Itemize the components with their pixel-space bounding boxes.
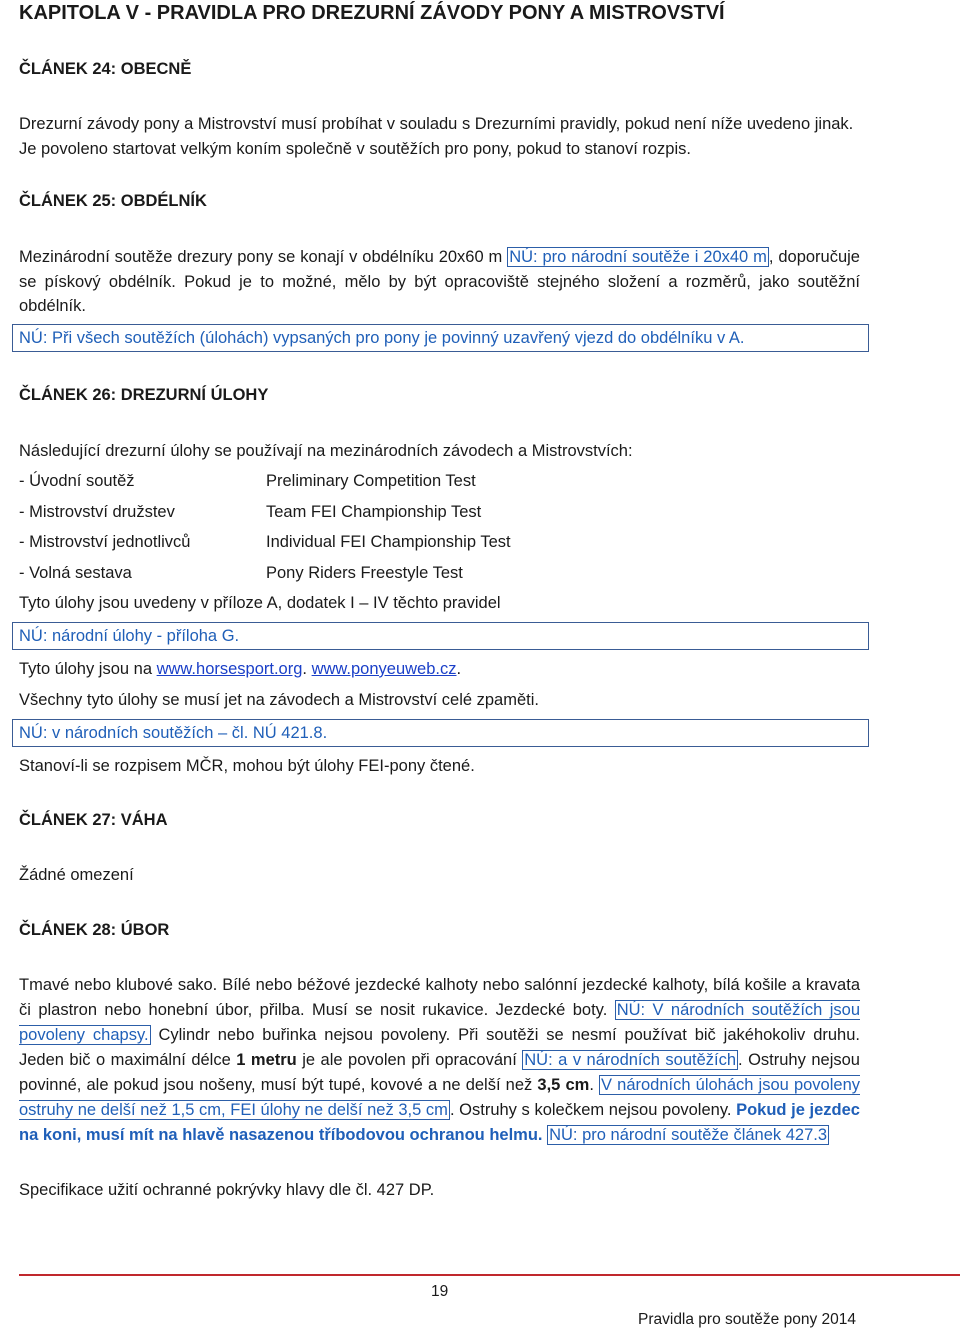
article-24-heading: ČLÁNEK 24: OBECNĚ — [19, 60, 192, 78]
test-en-3: Individual FEI Championship Test — [266, 533, 511, 551]
article-26-nu-text-2: NÚ: v národních soutěžích – čl. NÚ 421.8. — [19, 724, 328, 742]
article-25-text-a: Mezinárodní soutěže drezury pony se konají v obdélníku 20x60 m — [19, 248, 503, 266]
article-28-text-4: . Ostruhy nejsou povinné, ale pokud jsou nošeny, musí být tupé, kovové a ne delší než — [19, 1051, 860, 1094]
article-27-text: Žádné omezení — [19, 866, 134, 884]
article-25-nu-text: NÚ: Při všech soutěžích (úlohách) vypsaných pro pony je povinný uzavřený vjezd do obdélníku v A. — [19, 329, 745, 347]
annex-note: Tyto úlohy jsou uvedeny v příloze A, dodatek I – IV těchto pravidel — [19, 594, 501, 612]
article-28-text-2: Cylindr nebo buřinka nejsou povoleny. Při soutěži se nesmí používat bič jakéhokoliv druhu. Jeden bič o maximální délce — [19, 1026, 860, 1069]
footer-rule — [19, 1274, 960, 1276]
horsesport-link[interactable]: www.horsesport.org — [156, 660, 303, 678]
article-26-heading: ČLÁNEK 26: DREZURNÍ ÚLOHY — [19, 386, 269, 404]
article-28-paragraph — [19, 973, 860, 1148]
page-number: 19 — [431, 1283, 449, 1300]
ponyeuweb-link[interactable]: www.ponyeuweb.cz — [311, 660, 457, 678]
article-28-text-5: . — [589, 1076, 594, 1094]
links-line — [19, 658, 461, 680]
article-25-paragraph — [19, 245, 860, 319]
links-separator: . — [302, 660, 312, 678]
footer-document-title: Pravidla pro soutěže pony 2014 — [638, 1311, 857, 1328]
article-28-nu-4: NÚ: pro národní soutěže článek 427.3 — [549, 1126, 828, 1144]
article-25-nu-box — [12, 324, 869, 352]
article-28-nu-1: NÚ: V národních soutěžích jsou povoleny chapsy. — [19, 1001, 860, 1044]
test-en-4: Pony Riders Freestyle Test — [266, 564, 463, 582]
article-28-text-3: je ale povolen při opracování — [302, 1051, 517, 1069]
article-28-nu-3: V národních úlohách jsou povoleny ostruhy ne delší než 1,5 cm, FEI úlohy ne delší než 3,5 cm — [19, 1076, 860, 1119]
test-cz-2: - Mistrovství družstev — [19, 503, 175, 521]
article-25-nu-inline: NÚ: pro národní soutěže i 20x40 m — [509, 248, 767, 266]
test-cz-4: - Volná sestava — [19, 564, 132, 582]
memory-note: Všechny tyto úlohy se musí jet na závodech a Mistrovství celé zpaměti. — [19, 691, 539, 709]
article-25-text-c: Pokud je to možné, mělo by být opracoviště stejného složení a rozměrů, jako soutěžní obdélník. — [19, 272, 861, 315]
chapter-title: KAPITOLA V - PRAVIDLA PRO DREZURNÍ ZÁVODY PONY A MISTROVSTVÍ — [19, 2, 725, 24]
links-prefix: Tyto úlohy jsou na — [19, 660, 157, 678]
article-25-text-b: , doporučuje se pískový obdélník. — [19, 248, 860, 291]
whip-length: 1 metru — [236, 1051, 297, 1069]
helmet-spec: Specifikace užití ochranné pokrývky hlavy dle čl. 427 DP. — [19, 1181, 435, 1199]
test-en-2: Team FEI Championship Test — [266, 503, 482, 521]
spur-length: 3,5 cm — [537, 1076, 590, 1094]
article-28-text-6: . Ostruhy s kolečkem nejsou povoleny. — [449, 1101, 732, 1119]
article-27-heading: ČLÁNEK 27: VÁHA — [19, 811, 168, 829]
article-26-nu-box-1 — [12, 622, 869, 650]
links-suffix: . — [456, 660, 462, 678]
article-28-text-1: Tmavé nebo klubové sako. Bílé nebo béžové jezdecké kalhoty nebo salónní jezdecké kalhoty, bílá košile a kravata či plastron nebo honební úbor, přilba. Musí se nosit rukavice. Jezdecké boty. — [19, 976, 860, 1019]
read-note: Stanoví-li se rozpisem MČR, mohou být úlohy FEI-pony čtené. — [19, 757, 475, 775]
helmet-rule: Pokud je jezdec na koni, musí mít na hlavě nasazenou tříbodovou ochranou helmu. — [19, 1101, 860, 1144]
article-26-nu-text-1: NÚ: národní úlohy - příloha G. — [19, 627, 240, 645]
article-26-nu-box-2 — [12, 719, 869, 747]
article-28-nu-2: NÚ: a v národních soutěžích — [524, 1051, 737, 1069]
article-28-heading: ČLÁNEK 28: ÚBOR — [19, 921, 170, 939]
article-24-text: Drezurní závody pony a Mistrovství musí probíhat v souladu s Drezurními pravidly, pokud není níže uvedeno jinak. Je povoleno startovat velkým koním společně v soutěžích pro pony, pokud to stanoví rozpis. — [19, 115, 854, 158]
article-26-intro: Následující drezurní úlohy se používají na mezinárodních závodech a Mistrovstvích: — [19, 442, 633, 460]
test-cz-3: - Mistrovství jednotlivců — [19, 533, 191, 551]
article-25-heading: ČLÁNEK 25: OBDÉLNÍK — [19, 192, 207, 210]
test-en-1: Preliminary Competition Test — [266, 472, 476, 490]
test-cz-1: - Úvodní soutěž — [19, 472, 135, 490]
